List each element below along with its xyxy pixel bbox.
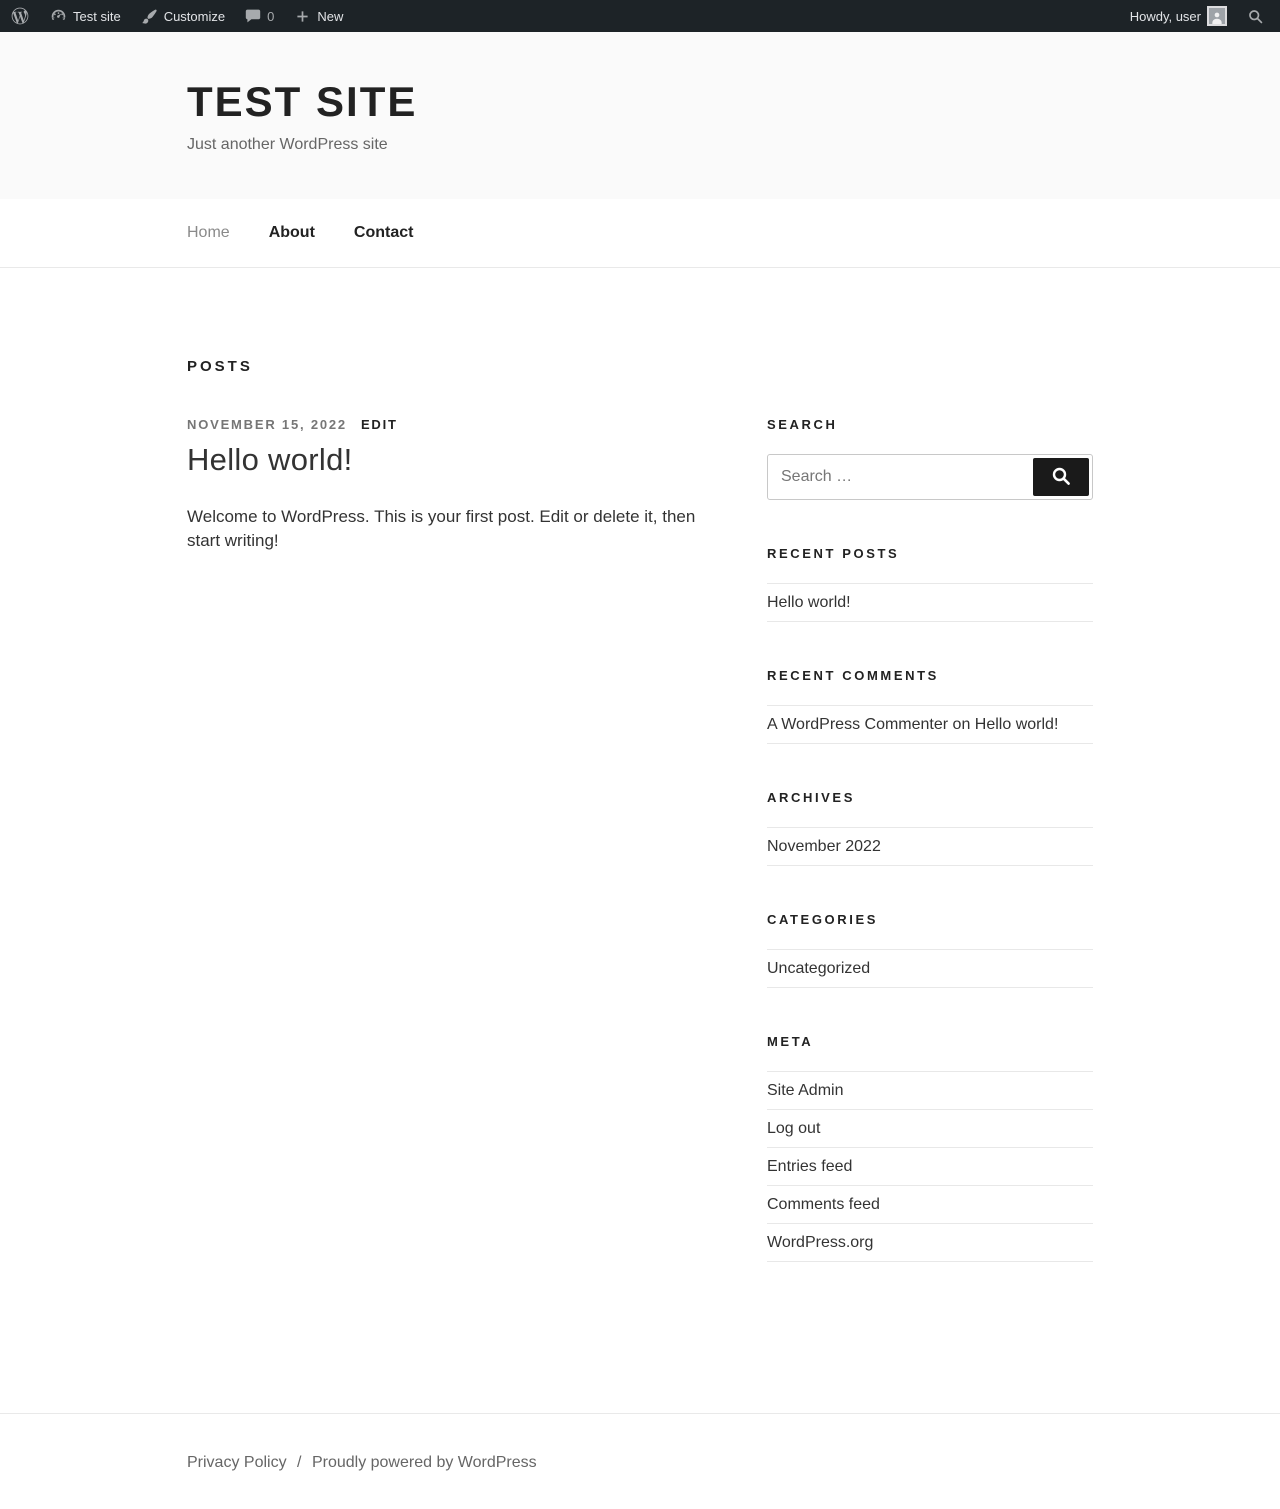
dashboard-gauge-icon: [50, 8, 67, 25]
recent-post-link[interactable]: Hello world!: [767, 594, 851, 611]
admin-bar-new[interactable]: [284, 0, 353, 32]
admin-bar-right: [1120, 0, 1280, 32]
list-item: [767, 1224, 1093, 1262]
wordpress-logo-icon: [10, 6, 30, 26]
admin-bar-new-label: New: [317, 8, 344, 24]
admin-bar-my-account[interactable]: [1120, 0, 1237, 32]
list-item: [767, 1110, 1093, 1148]
primary-nav: [0, 199, 1280, 268]
nav-item-about[interactable]: About: [268, 224, 315, 241]
post-hello-world: [187, 417, 712, 553]
admin-bar-site-name: Test site: [73, 8, 121, 24]
list-item: [767, 584, 1093, 622]
admin-bar-howdy-text: Howdy, user: [1129, 8, 1201, 24]
site-footer: [0, 1413, 1280, 1509]
wp-admin-bar: [0, 0, 1280, 32]
content-area: [187, 268, 1093, 1413]
privacy-policy-link[interactable]: Privacy Policy: [187, 1454, 287, 1471]
post-body: Welcome to WordPress. This is your first post. Edit or delete it, then start writing!: [187, 507, 696, 550]
list-item: [767, 950, 1093, 988]
site-header: [0, 32, 1280, 199]
meta-log-out-link[interactable]: Log out: [767, 1120, 821, 1137]
category-link[interactable]: Uncategorized: [767, 960, 871, 977]
widget-archives-title: ARCHIVES: [767, 790, 855, 805]
powered-by-link[interactable]: Proudly powered by WordPress: [311, 1454, 537, 1471]
customize-brush-icon: [141, 8, 158, 25]
page-title: POSTS: [187, 358, 253, 375]
meta-wordpress-org-link[interactable]: WordPress.org: [767, 1234, 874, 1251]
admin-bar-customize[interactable]: [131, 0, 235, 32]
posts-column: [187, 358, 712, 1308]
footer-separator: /: [297, 1454, 302, 1471]
search-submit-icon: [1050, 465, 1072, 490]
post-title-link[interactable]: Hello world!: [187, 442, 353, 477]
admin-bar-comments-count: 0: [267, 8, 275, 24]
sidebar: [767, 358, 1093, 1308]
admin-bar-customize-label: Customize: [163, 8, 226, 24]
comment-post-link[interactable]: Hello world!: [974, 716, 1059, 733]
wordpress-logo-menu[interactable]: [0, 0, 40, 32]
widget-categories-title: CATEGORIES: [767, 912, 878, 927]
widget-search: [767, 417, 1093, 500]
search-input[interactable]: [771, 458, 1033, 496]
meta-entries-feed-link[interactable]: Entries feed: [767, 1158, 853, 1175]
widget-meta-title: META: [767, 1034, 814, 1049]
admin-bar-comments[interactable]: [235, 0, 284, 32]
admin-bar-site-menu[interactable]: [40, 0, 131, 32]
nav-item-home[interactable]: Home: [187, 224, 230, 241]
comments-bubble-icon: [245, 8, 261, 24]
widget-meta: [767, 1034, 1093, 1262]
widget-search-title: SEARCH: [767, 417, 838, 432]
nav-item-contact[interactable]: Contact: [353, 224, 414, 241]
list-item: [767, 1072, 1093, 1110]
list-item: [767, 1186, 1093, 1224]
search-form: [767, 454, 1093, 500]
list-item: [767, 706, 1093, 744]
admin-bar-left: [0, 0, 353, 32]
user-avatar-silhouette: [1209, 8, 1225, 24]
search-submit-button[interactable]: [1033, 458, 1089, 496]
post-date-link[interactable]: NOVEMBER 15, 2022: [187, 417, 347, 432]
widget-categories: [767, 912, 1093, 988]
archive-link[interactable]: November 2022: [767, 838, 881, 855]
widget-archives: [767, 790, 1093, 866]
admin-bar-search[interactable]: [1237, 0, 1274, 32]
widget-recent-posts: [767, 546, 1093, 622]
meta-comments-feed-link[interactable]: Comments feed: [767, 1196, 880, 1213]
site-tagline: Just another WordPress site: [187, 136, 388, 153]
widget-recent-comments-title: RECENT COMMENTS: [767, 668, 939, 683]
comment-connector: on: [952, 716, 971, 733]
user-avatar: [1207, 6, 1227, 26]
comment-author-link[interactable]: A WordPress Commenter: [767, 716, 949, 733]
widget-recent-posts-title: RECENT POSTS: [767, 546, 900, 561]
site-title[interactable]: TEST SITE: [187, 78, 418, 125]
list-item: [767, 1148, 1093, 1186]
post-edit-link[interactable]: EDIT: [360, 417, 398, 432]
list-item: [767, 828, 1093, 866]
post-meta: [187, 417, 712, 433]
plus-icon: [294, 8, 311, 25]
widget-recent-comments: [767, 668, 1093, 744]
search-icon: [1247, 8, 1264, 25]
meta-site-admin-link[interactable]: Site Admin: [767, 1082, 844, 1099]
